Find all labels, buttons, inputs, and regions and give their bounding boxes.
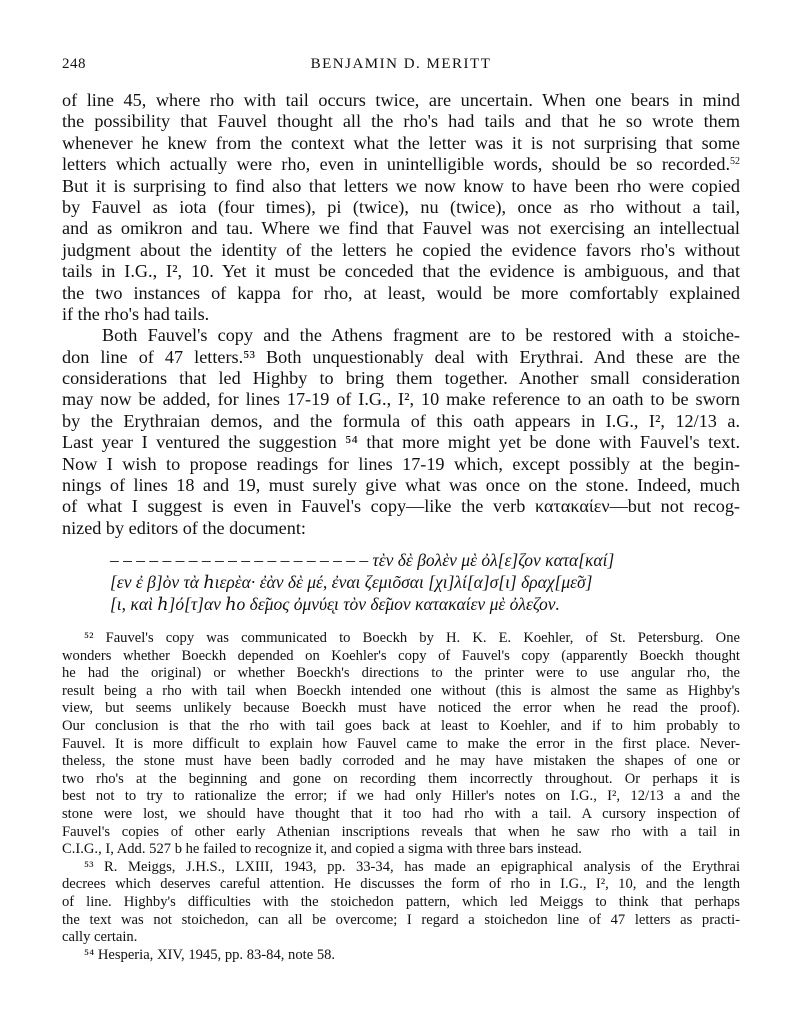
body-line-text: Both Fauvel's copy and the Athens fragment are to be restored with a stoiche- [102, 325, 740, 346]
footnote-line: C.I.G., I, Add. 527 b he failed to recognize it, and copied a sigma with three bars instead. [62, 841, 582, 858]
footnote-line: stone were lost, we should have thought that it too had rho with a tail. A cursory inspection of [62, 805, 740, 822]
body-line-text: Now I wish to propose readings for lines 17-19 which, except possibly at the begin- [62, 453, 740, 474]
body-paragraphs [62, 90, 740, 539]
greek-inscription-text [110, 549, 730, 615]
footnote-line: cally certain. [62, 929, 138, 946]
footnote-line: ⁵⁴ Hesperia, XIV, 1945, pp. 83-84, note 58. [84, 946, 336, 963]
body-line [62, 261, 740, 282]
body-line-text: nized by editors of the document: [62, 517, 306, 538]
body-line [62, 432, 740, 453]
footnote-line: Fauvel's copies of other early Athenian inscriptions reveals that when he saw rho with a tail in [62, 823, 740, 840]
body-line [62, 90, 740, 111]
body-line-text: tails in I.G., I², 10. Yet it must be conceded that the evidence is ambiguous, and that [62, 261, 740, 282]
footnote-line: ⁵³ R. Meiggs, J.H.S., LXIII, 1943, pp. 33-34, has made an epigraphical analysis of the Erythrai [84, 858, 740, 875]
body-line-text: may now be added, for lines 17-19 of I.G., I², 10 make reference to an oath to be sworn [62, 389, 740, 410]
body-line [62, 304, 740, 325]
footnote-line: he had the original) or whether Boeckh's directions to the printer were to use angular rho, the [62, 665, 740, 682]
greek-line: – – – – – – – – – – – – – – – – – – – – τὲν δὲ βολὲν μὲ ὀλ[ε]ζον κατα[καί] [110, 550, 615, 571]
page-header [62, 56, 740, 76]
body-line-text: letters which actually were rho, even in unintelligible words, should be so recorded. [62, 154, 730, 175]
footnote-line: wonders whether Boeckh depended on Koehler's copy of Fauvel's copy (apparently Boeckh thought [62, 647, 740, 664]
page [62, 0, 740, 1024]
body-line [62, 133, 740, 154]
body-line-text: of line 45, where rho with tail occurs twice, are uncertain. When one bears in mind [62, 90, 740, 110]
footnotes [62, 630, 740, 964]
body-line [62, 197, 740, 218]
footnote-line: best not to try to rationalize the error; if we had only Hiller's notes on I.G., I², 12/13 a and the [62, 788, 740, 805]
footnote-line: decrees which deserves careful attention. He discusses the form of rho in I.G., I², 10, and the length [62, 876, 740, 893]
body-line [62, 283, 740, 304]
body-line-text: the two instances of kappa for rho, at least, would be more comfortably explained [62, 282, 740, 303]
footnote-line: two rho's at the beginning and gone on recording them incorrectly throughout. Or perhaps it is [62, 770, 740, 787]
running-title: BENJAMIN D. MERITT [310, 56, 492, 72]
body-line [62, 496, 740, 517]
body-line-text: But it is surprising to find also that letters we now know to have been rho were copied [62, 175, 740, 196]
body-line [62, 325, 740, 346]
body-line-text: whenever he knew from the context what the letter was it is not surprising that some [62, 132, 740, 153]
greek-line: [εν ἐ β]ὸν τὰ ℎιερὲα· ἐὰν δὲ μέ, ἐναι ζεμιõσαι [χι]λί[α]σ[ι] δραχ[με̃σ] [110, 572, 593, 593]
greek-line: [ι, καὶ ℎ]ό[τ]αν ℎο δε̃μος ὀμνύε̨ι τὸν δε̃μον κατακαίεν μὲ ὀλεζον. [110, 594, 560, 615]
body-line-text: of what I suggest is even in Fauvel's copy—like the verb κατακαίεν—but not recog- [62, 496, 740, 517]
footnote-line: Fauvel. It is more difficult to explain how Fauvel came to make the error in the first place. Never- [62, 735, 740, 752]
body-line-text: judgment about the identity of the letters he copied the evidence favors rho's without [62, 239, 740, 260]
body-line [62, 454, 740, 475]
body-line-text: Last year I ventured the suggestion ⁵⁴ that more might yet be done with Fauvel's text. [62, 432, 740, 453]
body-line [62, 475, 740, 496]
body-line [62, 347, 740, 368]
body-line [62, 518, 740, 539]
body-line [62, 240, 740, 261]
body-line [62, 411, 740, 432]
body-line-text: by the Erythraian demos, and the formula of this oath appears in I.G., I², 12/13 a. [62, 410, 740, 431]
body-line [62, 154, 740, 175]
body-line [62, 368, 740, 389]
body-line-text: don line of 47 letters.⁵³ Both unquestionably deal with Erythrai. And these are the [62, 346, 740, 367]
body-line [62, 218, 740, 239]
page-number: 248 [62, 56, 86, 72]
footnote-line: of line. Highby's difficulties with the stoichedon pattern, which led Meiggs to think that perhaps [62, 893, 740, 910]
body-line [62, 111, 740, 132]
body-line-text: considerations that led Highby to bring them together. Another small consideration [62, 368, 740, 389]
body-line-text: the possibility that Fauvel thought all the rho's had tails and that he so wrote them [62, 111, 740, 132]
footnote-line: theless, the stone must have been badly corroded and he may have mistaken the shapes of one or [62, 753, 740, 770]
body-line [62, 389, 740, 410]
footnote-line: view, but seems unlikely because Boeckh must have noticed the error when he read the proof). [62, 700, 740, 717]
body-line-text: nings of lines 18 and 19, must surely give what was once on the stone. Indeed, much [62, 475, 740, 496]
body-text [62, 90, 740, 615]
footnote-line: Our conclusion is that the rho with tail goes back at least to Koehler, and if to him probably to [62, 717, 740, 734]
footnote-line: ⁵² Fauvel's copy was communicated to Boeckh by H. K. E. Koehler, of St. Petersburg. One [84, 630, 740, 646]
body-line [62, 176, 740, 197]
footnote-line: result being a rho with tail when Boeckh intended one without (this is almost the same as Highby's [62, 682, 740, 699]
body-line-text: by Fauvel as iota (four times), pi (twice), nu (twice), once as rho without a tail, [62, 196, 740, 217]
body-line-text: and as omikron and tau. Where we find that Fauvel was not exercising an intellectual [62, 218, 740, 239]
footnote-line: the text was not stoichedon, can all be overcome; I regard a stoichedon line of 47 letters as practi- [62, 911, 740, 928]
body-line-text: if the rho's had tails. [62, 303, 210, 324]
footnote-ref: 52 [730, 156, 740, 168]
